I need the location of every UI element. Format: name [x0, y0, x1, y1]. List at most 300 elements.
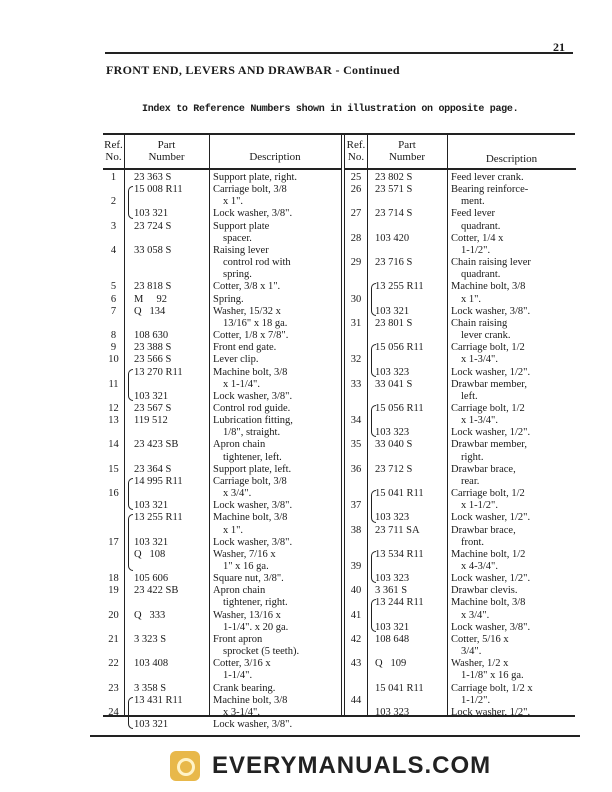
table-row [345, 549, 576, 585]
header-description: Description [249, 151, 301, 163]
description-line: Feed lever crank. [451, 172, 524, 183]
header-part-line: Part [157, 139, 176, 151]
part-number: 23 571 S [375, 184, 413, 196]
description-line: left. [461, 390, 478, 402]
watermark [170, 748, 500, 784]
description [447, 306, 576, 318]
table-row [103, 573, 341, 585]
part-entry [103, 658, 341, 682]
description [447, 208, 576, 232]
ref-number: 18 [108, 573, 119, 585]
description-line: x 3/4". [461, 609, 490, 621]
ref-number: 44 [350, 694, 362, 706]
description-line: 1-1/2". [461, 694, 491, 706]
description [447, 658, 576, 682]
header-description: Description [485, 153, 538, 165]
table-row [103, 172, 341, 184]
part-entry [103, 585, 341, 609]
header-ref-line: Ref. [104, 139, 123, 151]
part-number: 33 040 S [375, 439, 413, 451]
part-number: 23 711 SA [375, 524, 420, 536]
table-row [345, 208, 576, 232]
part-number: 23 802 S [375, 172, 413, 183]
part-entry [345, 257, 576, 281]
part-entry [103, 549, 341, 573]
header-ref-line: No. [105, 151, 122, 163]
description-line: Support plate, left. [213, 463, 292, 475]
ref-number: 4 [110, 244, 117, 256]
description [209, 634, 341, 658]
description [209, 573, 341, 585]
description-line: Lock washer, 3/8". [213, 208, 293, 220]
description-line: Carriage bolt, 1/2 [451, 402, 525, 414]
table-row [103, 221, 341, 245]
description [209, 658, 341, 682]
description [209, 695, 341, 719]
table-row [103, 476, 341, 512]
description [209, 172, 341, 184]
description [447, 634, 576, 658]
part-entry [345, 622, 576, 634]
description-line: right. [461, 451, 484, 463]
description-line: 3/4". [461, 646, 482, 658]
part-number: 103 323 [375, 366, 410, 378]
page-title: FRONT END, LEVERS AND DRAWBAR - Continued [106, 63, 400, 77]
ref-number: 41 [350, 609, 362, 621]
part-entry [103, 439, 341, 463]
part-entry [103, 172, 341, 184]
bracket [128, 697, 133, 729]
description [209, 439, 341, 463]
part-entry [103, 512, 341, 536]
description [447, 367, 576, 379]
part-entry [345, 683, 576, 707]
description [209, 354, 341, 366]
description-line: ment. [461, 196, 485, 208]
bracket [128, 478, 133, 510]
table-row [103, 658, 341, 682]
description-line: Raising lever [213, 244, 269, 256]
header-part-line: Part [398, 139, 416, 151]
table-row [345, 597, 576, 633]
part-entry [103, 403, 341, 415]
description [209, 342, 341, 354]
description-line: x 1". [223, 196, 244, 208]
table-row [345, 634, 576, 658]
ref-number: 10 [108, 354, 119, 366]
part-entry [103, 391, 341, 403]
description-line: x 1-3/4". [461, 415, 498, 427]
part-number: 23 566 S [134, 354, 172, 366]
ref-number: 20 [108, 609, 119, 621]
description-line: Chain raising [451, 317, 508, 329]
part-entry [345, 707, 576, 719]
description [209, 306, 341, 330]
description-line: Machine bolt, 3/8 [451, 597, 526, 609]
description-line: x 3-1/4". [223, 706, 260, 718]
ref-number: 31 [350, 317, 362, 329]
ref-number: 13 [108, 415, 119, 427]
ref-number: 26 [350, 184, 362, 196]
watermark-logo-icon [170, 751, 200, 781]
description-line: 13/16" x 18 ga. [223, 317, 288, 329]
description-line: control rod with [223, 257, 291, 269]
description [209, 464, 341, 476]
table-row [103, 610, 341, 634]
header-ref-line: No. [347, 151, 365, 163]
description-line: Square nut, 3/8". [213, 573, 284, 585]
table-header [345, 135, 576, 170]
part-number: 13 244 R11 [375, 597, 424, 609]
part-number: 23 422 SB [134, 585, 179, 597]
part-number: 105 606 [134, 573, 169, 585]
part-number: 103 323 [375, 512, 410, 524]
bracket [128, 186, 133, 218]
description-line: x 1-1/2". [461, 500, 498, 512]
header-ref-line: Ref. [346, 139, 366, 151]
description-line: Lock washer, 3/8". [213, 536, 293, 548]
description-line: x 1-3/4". [461, 354, 498, 366]
description-line: Cotter, 5/16 x [451, 633, 509, 645]
description-line: Cotter, 3/16 x [213, 658, 271, 670]
description-line: quadrant. [461, 220, 501, 232]
part-entry [103, 354, 341, 366]
part-entry [345, 379, 576, 403]
table-row [345, 464, 576, 488]
part-entry [103, 306, 341, 330]
ref-number: 22 [108, 658, 119, 670]
description [447, 184, 576, 208]
part-number: 103 321 [134, 719, 169, 731]
ref-number: 16 [108, 488, 119, 500]
part-number: Q 109 [375, 658, 407, 670]
description [209, 610, 341, 634]
part-number: 13 431 R11 [134, 694, 183, 706]
description-line: Carriage bolt, 3/8 [213, 475, 287, 487]
description-line: Apron chain [213, 439, 266, 451]
description [209, 391, 341, 403]
part-entry [345, 439, 576, 463]
part-number: 3 358 S [134, 682, 167, 694]
table-header [103, 135, 341, 170]
ref-number: 5 [110, 281, 117, 293]
part-entry [345, 427, 576, 439]
part-number: Q 134 [134, 305, 166, 317]
table-row [103, 306, 341, 330]
ref-number: 42 [350, 633, 362, 645]
right-rows [345, 172, 576, 719]
description-line: x 3/4". [223, 488, 252, 500]
description-line: Machine bolt, 3/8 [451, 281, 526, 293]
description [209, 221, 341, 245]
parts-table [103, 133, 575, 731]
table-row [345, 342, 576, 378]
description [447, 707, 576, 719]
header-ref [347, 139, 366, 163]
part-entry [103, 634, 341, 658]
part-entry [345, 634, 576, 658]
table-row [345, 172, 576, 184]
description [447, 379, 576, 403]
bracket [371, 405, 376, 437]
table-row [103, 342, 341, 354]
ref-number: 35 [350, 439, 362, 451]
description-line: Lock washer, 3/8". [213, 390, 293, 402]
table-row [103, 464, 341, 476]
part-number: 103 323 [375, 573, 410, 585]
description-line: Lock washer, 1/2". [451, 366, 531, 378]
part-number: 103 321 [375, 621, 410, 633]
description [447, 403, 576, 427]
description-line: Machine bolt, 3/8 [213, 366, 288, 378]
part-entry [345, 512, 576, 524]
part-entry [345, 342, 576, 366]
part-number: 108 648 [375, 633, 410, 645]
part-number: Q 333 [134, 609, 166, 621]
page-number: 21 [553, 40, 565, 54]
ref-number: 30 [350, 293, 362, 305]
part-number: 13 255 R11 [134, 512, 183, 524]
part-entry [103, 500, 341, 512]
part-number: 23 714 S [375, 208, 413, 220]
description [447, 525, 576, 549]
part-number: 103 321 [134, 500, 169, 512]
part-number: 23 567 S [134, 402, 172, 414]
description-line: front. [461, 536, 485, 548]
description [447, 683, 576, 707]
bracket [128, 514, 133, 571]
description [209, 184, 341, 208]
description-line: 1" x 16 ga. [223, 561, 269, 572]
part-entry [103, 476, 341, 500]
part-number: 15 056 R11 [375, 402, 424, 414]
ref-number: 21 [108, 633, 119, 645]
description-line: Carriage bolt, 1/2 x [451, 682, 533, 694]
description [209, 585, 341, 609]
bracket [371, 551, 376, 583]
part-entry [345, 464, 576, 488]
ref-number: 37 [350, 500, 362, 512]
description [447, 439, 576, 463]
table-row [103, 294, 341, 306]
description-line: Carriage bolt, 1/2 [451, 488, 525, 500]
description [447, 342, 576, 366]
ref-number: 29 [350, 257, 362, 269]
description [447, 172, 576, 184]
description-line: Support plate [213, 220, 270, 232]
description [209, 294, 341, 306]
description-line: Lock washer, 3/8". [451, 621, 531, 633]
ref-number: 38 [350, 524, 362, 536]
description-line: lever crank. [461, 330, 511, 342]
description [447, 257, 576, 281]
description [447, 318, 576, 342]
description-line: Cotter, 1/8 x 7/8". [213, 330, 289, 342]
part-number: 13 534 R11 [375, 548, 424, 560]
description [447, 597, 576, 621]
part-entry [103, 683, 341, 695]
ref-number: 1 [110, 172, 117, 183]
part-number: 23 423 SB [134, 439, 179, 451]
description [447, 233, 576, 257]
part-number: 15 056 R11 [375, 342, 424, 354]
part-number: M 92 [134, 293, 167, 305]
part-entry [103, 281, 341, 293]
description [209, 549, 341, 573]
description-line: Cotter, 1/4 x [451, 232, 504, 244]
part-entry [103, 342, 341, 354]
part-number: 3 323 S [134, 633, 167, 645]
ref-number: 15 [108, 463, 119, 475]
description [209, 208, 341, 220]
table-row [103, 354, 341, 366]
description-line: x 4-3/4". [461, 561, 498, 572]
part-entry [103, 330, 341, 342]
description-line: tightener, right. [223, 597, 288, 609]
part-entry [345, 585, 576, 597]
table-row [345, 403, 576, 439]
description-line: Washer, 7/16 x [213, 548, 276, 560]
header-part [389, 139, 425, 163]
description-line: quadrant. [461, 269, 501, 281]
part-number: 14 995 R11 [134, 475, 183, 487]
part-entry [345, 488, 576, 512]
ref-number: 25 [350, 172, 362, 183]
part-entry [345, 403, 576, 427]
description-line: Carriage bolt, 1/2 [451, 342, 525, 354]
part-number: 15 041 R11 [375, 682, 424, 694]
part-number: 103 408 [134, 658, 169, 670]
description [447, 427, 576, 439]
bracket [128, 369, 133, 401]
bracket [371, 283, 376, 315]
part-number: 33 041 S [375, 378, 413, 390]
description-line: Lubrication fitting, [213, 415, 293, 427]
part-number: 23 363 S [134, 172, 172, 183]
description-line: Feed lever [451, 208, 496, 220]
table-row [103, 634, 341, 658]
description-line: Crank bearing. [213, 682, 276, 694]
description [447, 622, 576, 634]
watermark-text: EVERYMANUALS.COM [212, 752, 492, 779]
description-line: Washer, 13/16 x [213, 609, 281, 621]
table-row [345, 318, 576, 342]
part-number: 13 255 R11 [375, 281, 424, 293]
description-line: sprocket (5 teeth). [223, 646, 300, 658]
part-entry [345, 281, 576, 305]
ref-number: 33 [350, 378, 362, 390]
description [447, 281, 576, 305]
ref-number: 28 [350, 232, 362, 244]
description [447, 585, 576, 597]
table-row [103, 367, 341, 403]
table-row [103, 415, 341, 439]
ref-number: 43 [350, 658, 362, 670]
left-rows [103, 172, 341, 731]
part-entry [345, 658, 576, 682]
table-row [103, 184, 341, 220]
ref-number: 23 [108, 682, 119, 694]
description [209, 512, 341, 536]
description-line: x 1". [461, 293, 482, 305]
ref-number: 2 [110, 196, 117, 208]
part-entry [103, 415, 341, 439]
table-row [103, 683, 341, 695]
part-number: 15 041 R11 [375, 488, 424, 500]
top-rule [105, 52, 573, 54]
part-number: 23 388 S [134, 342, 172, 354]
ref-number: 11 [108, 378, 119, 390]
description-line: Lock washer, 1/2". [451, 427, 531, 439]
header-part [148, 139, 184, 163]
part-entry [345, 367, 576, 379]
ref-number: 6 [110, 293, 117, 305]
part-entry [103, 208, 341, 220]
description-line: Front end gate. [213, 342, 277, 354]
part-entry [103, 245, 341, 281]
ref-number: 40 [350, 585, 362, 597]
description [447, 549, 576, 573]
left-column [103, 135, 342, 731]
table-row [345, 658, 576, 682]
part-number: 33 058 S [134, 244, 172, 256]
description-line: Carriage bolt, 3/8 [213, 184, 287, 196]
part-number: 23 724 S [134, 220, 172, 232]
description [209, 500, 341, 512]
right-column [344, 135, 576, 718]
table-row [345, 379, 576, 403]
part-number: 103 323 [375, 706, 410, 718]
ref-number: 27 [350, 208, 362, 220]
ref-number: 32 [350, 354, 362, 366]
description-line: Drawbar clevis. [451, 585, 518, 597]
header-part-line: Number [148, 151, 185, 163]
part-entry [103, 573, 341, 585]
description-line: Spring. [213, 293, 244, 305]
table-row [345, 585, 576, 597]
description-line: Lock washer, 3/8". [451, 305, 531, 317]
table-row [103, 330, 341, 342]
description-line: Lock washer, 1/2". [451, 573, 531, 585]
ref-number: 19 [108, 585, 119, 597]
description-line: x 1". [223, 524, 244, 536]
part-entry [103, 184, 341, 208]
part-number: 103 420 [375, 232, 410, 244]
ref-number: 14 [108, 439, 119, 451]
description-line: Lock washer, 3/8". [213, 500, 293, 512]
description-line: Machine bolt, 3/8 [213, 694, 288, 706]
description-line: Machine bolt, 1/2 [451, 548, 526, 560]
ref-number: 9 [110, 342, 117, 354]
part-entry [345, 184, 576, 208]
header-ref [104, 139, 123, 163]
bracket [371, 344, 376, 376]
part-number: 23 818 S [134, 281, 172, 293]
part-number: 103 321 [134, 536, 169, 548]
part-number: 119 512 [134, 415, 168, 427]
table-row [103, 281, 341, 293]
description-line: Drawbar member, [451, 378, 527, 390]
part-entry [103, 537, 341, 549]
description [447, 488, 576, 512]
description [447, 512, 576, 524]
description-line: spring. [223, 269, 252, 281]
part-number: 103 321 [134, 208, 169, 220]
description-line: Lever clip. [213, 354, 259, 366]
part-entry [345, 318, 576, 342]
ref-number: 17 [108, 536, 119, 548]
table-row [345, 683, 576, 719]
